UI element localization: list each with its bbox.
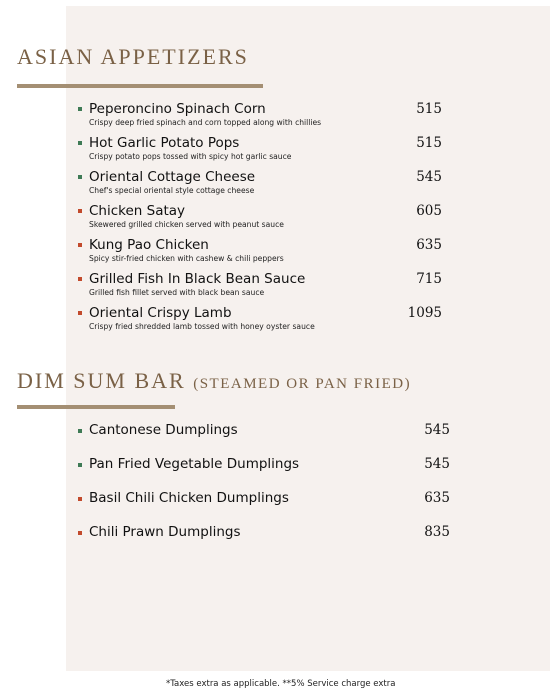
- item-price: 715: [416, 271, 442, 287]
- item-name: Kung Pao Chicken: [89, 237, 209, 253]
- item-name: Hot Garlic Potato Pops: [89, 135, 240, 151]
- item-price: 545: [424, 422, 450, 438]
- non-veg-marker-icon: [78, 209, 82, 213]
- non-veg-marker-icon: [78, 277, 82, 281]
- veg-marker-icon: [78, 141, 82, 145]
- item-price: 635: [424, 490, 450, 506]
- item-description: Spicy stir-fried chicken with cashew & chili peppers: [89, 254, 284, 263]
- item-description: Grilled fish fillet served with black bean sauce: [89, 288, 265, 297]
- section-title-dim-sum-bar: [17, 368, 411, 394]
- section-title-asian-appetizers: ASIAN APPETIZERS: [17, 44, 249, 69]
- item-description: Skewered grilled chicken served with peanut sauce: [89, 220, 284, 229]
- item-description: Crispy fried shredded lamb tossed with honey oyster sauce: [89, 322, 315, 331]
- non-veg-marker-icon: [78, 531, 82, 535]
- item-name: Grilled Fish In Black Bean Sauce: [89, 271, 306, 287]
- item-price: 515: [416, 135, 442, 151]
- veg-marker-icon: [78, 175, 82, 179]
- item-name: Basil Chili Chicken Dumplings: [89, 490, 289, 506]
- section-divider: [17, 84, 263, 88]
- item-price: 545: [416, 169, 442, 185]
- item-price: 835: [424, 524, 450, 540]
- veg-marker-icon: [78, 463, 82, 467]
- item-name: Oriental Cottage Cheese: [89, 169, 256, 185]
- item-description: Crispy deep fried spinach and corn topped along with chillies: [89, 118, 322, 127]
- non-veg-marker-icon: [78, 243, 82, 247]
- section-subtitle: (STEAMED OR PAN FRIED): [193, 376, 412, 392]
- section-divider: [17, 405, 175, 409]
- item-name: Cantonese Dumplings: [89, 422, 238, 438]
- item-price: 635: [416, 237, 442, 253]
- item-price: 605: [416, 203, 442, 219]
- item-name: Pan Fried Vegetable Dumplings: [89, 456, 300, 472]
- veg-marker-icon: [78, 429, 82, 433]
- item-name: Peperoncino Spinach Corn: [89, 101, 266, 117]
- item-name: Chicken Satay: [89, 203, 186, 219]
- item-price: 1095: [407, 305, 442, 321]
- item-description: Chef's special oriental style cottage cheese: [89, 186, 255, 195]
- veg-marker-icon: [78, 107, 82, 111]
- non-veg-marker-icon: [78, 311, 82, 315]
- item-name: Chili Prawn Dumplings: [89, 524, 241, 540]
- non-veg-marker-icon: [78, 497, 82, 501]
- footer-note: *Taxes extra as applicable. **5% Service charge extra: [166, 679, 396, 689]
- item-name: Oriental Crispy Lamb: [89, 305, 232, 321]
- item-price: 515: [416, 101, 442, 117]
- item-price: 545: [424, 456, 450, 472]
- section-title-text: DIM SUM BAR: [17, 368, 186, 393]
- item-description: Crispy potato pops tossed with spicy hot garlic sauce: [89, 152, 292, 161]
